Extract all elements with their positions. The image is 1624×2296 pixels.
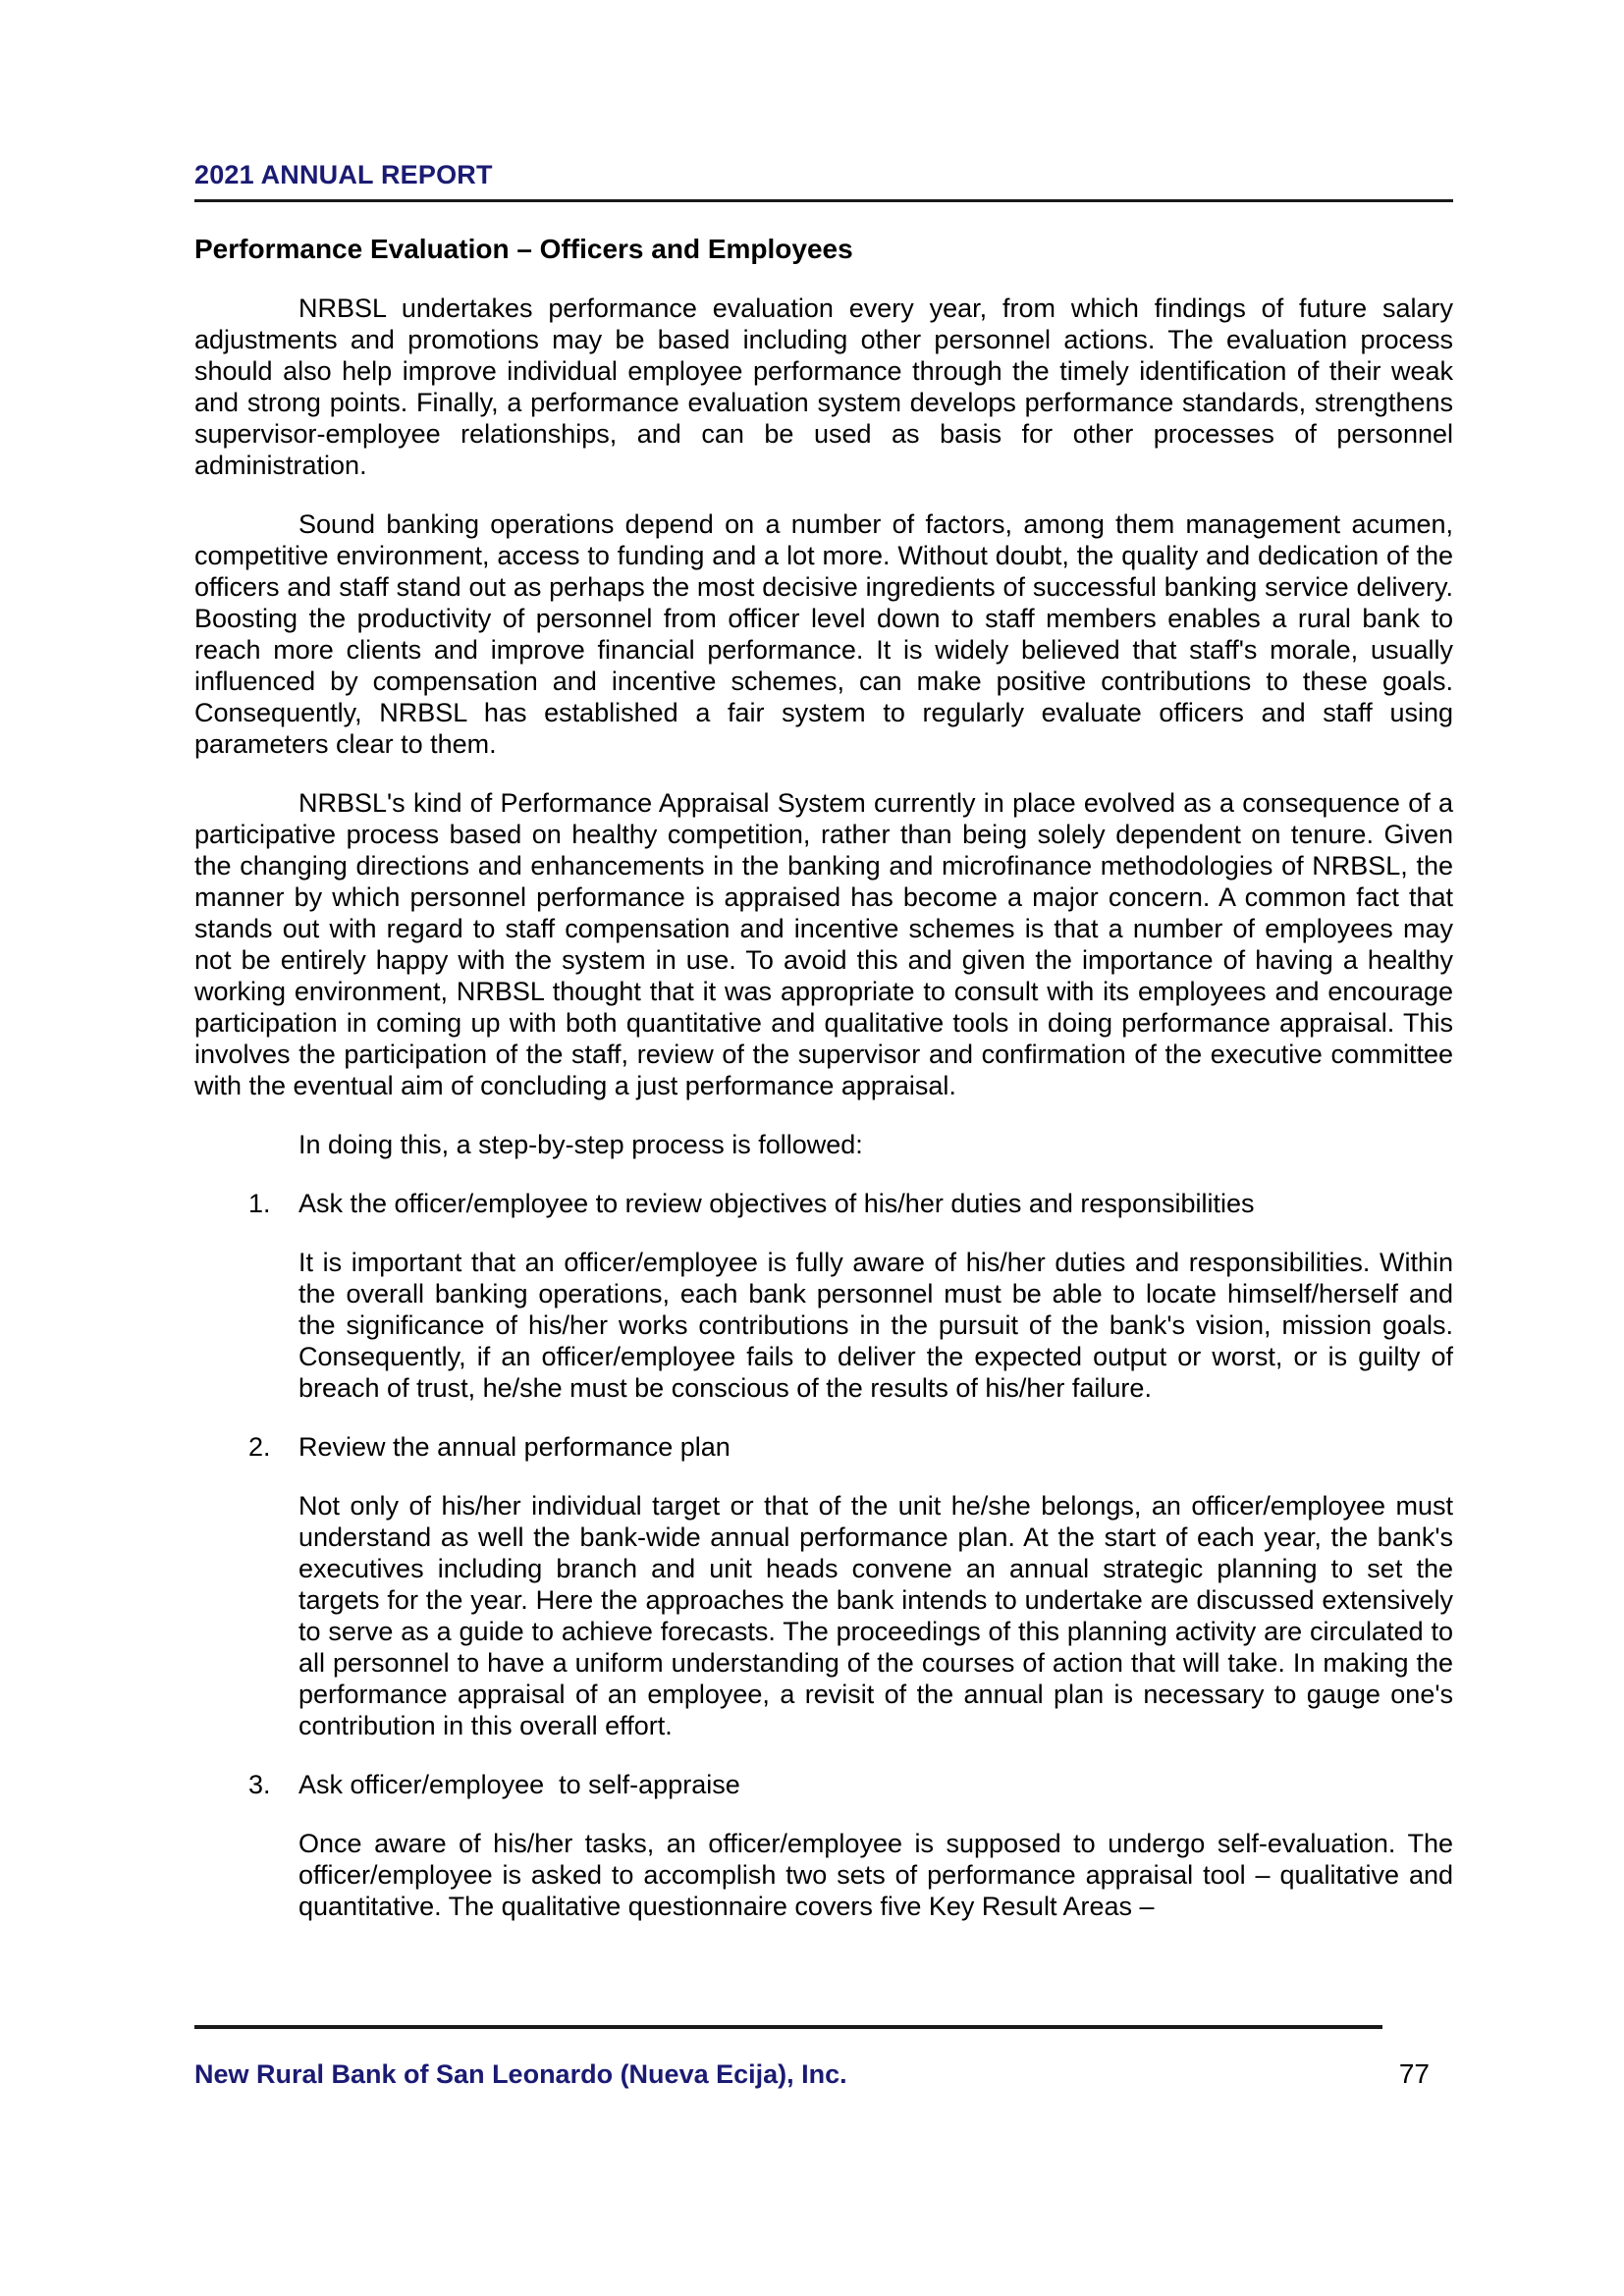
step-3-paragraph: Once aware of his/her tasks, an officer/employee is supposed to undergo self-evaluation. The officer/employee is asked to accomplish two sets of performance appraisal tool – qualitative and quantitative. The qualitative questionnaire covers five Key Result Areas – [298,1829,1453,1921]
page-number: 77 [1398,2058,1430,2089]
step-1-title: Ask the officer/employee to review objectives of his/her duties and responsibilities [298,1189,1255,1218]
step-2-number: 2. [248,1432,271,1462]
page-content [194,159,1453,1922]
process-intro: In doing this, a step-by-step process is followed: [298,1130,863,1159]
step-2-title: Review the annual performance plan [298,1432,731,1462]
step-1-paragraph: It is important that an officer/employee is fully aware of his/her duties and responsibilities. Within the overall banking operations, each bank personnel must be able to locate himself/herself and the significance of his/her works contributions in the pursuit of the bank's vision, mission goals. Consequently, if an officer/employee fails to deliver the expected output or worst, or is guilty of breach of trust, he/she must be conscious of the results of his/her failure. [298,1248,1453,1403]
process-step-1 [194,1188,1453,1404]
page-footer [194,2058,1430,2090]
body-paragraph-2: Sound banking operations depend on a number of factors, among them management acumen, competitive environment, access to funding and a lot more. Without doubt, the quality and dedication of the officers and staff stand out as perhaps the most decisive ingredients of successful banking service delivery. Boosting the productivity of personnel from officer level down to staff members enables a rural bank to reach more clients and improve financial performance. It is widely believed that staff's morale, usually influenced by compensation and incentive schemes, can make positive contributions to these goals. Consequently, NRBSL has established a fair system to regularly evaluate officers and staff using parameters clear to them. [194,509,1453,759]
step-3-number: 3. [248,1770,271,1799]
section-heading: Performance Evaluation – Officers and Employees [194,234,853,264]
step-2-paragraph: Not only of his/her individual target or that of the unit he/she belongs, an officer/employee must understand as well the bank-wide annual performance plan. At the start of each year, the bank's executives including branch and unit heads convene an annual strategic planning to set the targets for the year. Here the approaches the bank intends to undertake are discussed extensively to serve as a guide to achieve forecasts. The proceedings of this planning activity are circulated to all personnel to have a uniform understanding of the courses of action that will take. In making the performance appraisal of an employee, a revisit of the annual plan is necessary to gauge one's contribution in this overall effort. [298,1491,1453,1740]
process-step-2 [194,1431,1453,1741]
footer-bank-name: New Rural Bank of San Leonardo (Nueva Ecija), Inc. [194,2059,847,2089]
header-divider [194,199,1453,202]
process-step-3 [194,1769,1453,1922]
body-paragraph-3: NRBSL's kind of Performance Appraisal System currently in place evolved as a consequence of a participative process based on healthy competition, rather than being solely dependent on tenure. Given the changing directions and enhancements in the banking and microfinance methodologies of NRBSL, the manner by which personnel performance is appraised has become a major concern. A common fact that stands out with regard to staff compensation and incentive schemes is that a number of employees may not be entirely happy with the system in use. To avoid this and given the importance of having a healthy working environment, NRBSL thought that it was appropriate to consult with its employees and encourage participation in coming up with both quantitative and qualitative tools in doing performance appraisal. This involves the participation of the staff, review of the supervisor and confirmation of the executive committee with the eventual aim of concluding a just performance appraisal. [194,788,1453,1100]
report-title: 2021 ANNUAL REPORT [194,160,493,189]
step-3-heading [194,1769,1453,1800]
step-2-heading [194,1431,1453,1463]
body-paragraph-1: NRBSL undertakes performance evaluation every year, from which findings of future salary adjustments and promotions may be based including other personnel actions. The evaluation process should also help improve individual employee performance through the timely identification of their weak and strong points. Finally, a performance evaluation system develops performance standards, strengthens supervisor-employee relationships, and can be used as basis for other processes of personnel administration. [194,294,1453,480]
step-3-title: Ask officer/employee to self-appraise [298,1770,740,1799]
step-1-number: 1. [248,1189,271,1218]
footer-divider [194,2025,1382,2029]
step-1-heading [194,1188,1453,1219]
